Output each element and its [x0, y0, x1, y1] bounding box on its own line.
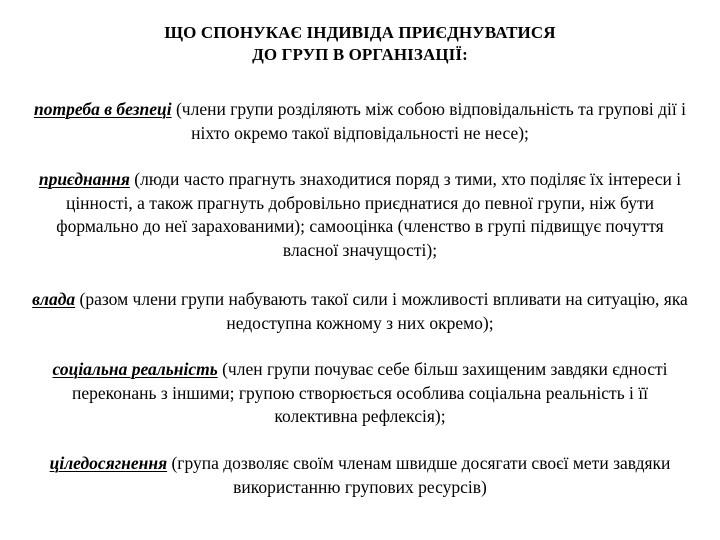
term-safety: потреба в безпеці: [33, 99, 172, 119]
reason-affiliation: [30, 168, 690, 262]
reason-social-reality: [30, 358, 690, 429]
text-safety: (члени групи розділяють між собою відповідальність та групові дії і ніхто окремо такої відповідальності не несе);: [171, 99, 687, 143]
term-power: влада: [32, 289, 76, 309]
text-social-reality: (член групи почуває себе більш захищеним завдяки єдності переконань з іншими; групою створюється особлива соціальна реальність і її колективна рефлексія);: [71, 359, 668, 426]
text-goal-achievement: (група дозволяє своїм членам швидше досягати своєї мети завдяки використанню групових ресурсів): [167, 453, 671, 497]
term-goal-achievement: цiледосягнення: [49, 453, 168, 473]
text-affiliation: (люди часто прагнуть знаходитися поряд з тими, хто поділяє їх інтереси і цінності, а також прагнуть добровільно приєднатися до певної групи, ніж бути формально до неї зарахованими); самооцінка (членство в групі підвищує почуття власної значущості);: [56, 169, 682, 260]
title-line-2: ДО ГРУП В ОРГАНІЗАЦІЇ:: [252, 45, 468, 64]
reason-power: [30, 288, 690, 335]
term-social-reality: соціальна реальність: [52, 359, 218, 379]
title-line-1: ЩО СПОНУКАЄ ІНДИВІДА ПРИЄДНУВАТИСЯ: [164, 23, 556, 42]
text-power: (разом члени групи набувають такої сили і можливості впливати на ситуацію, яка недоступна кожному з них окремо);: [75, 289, 688, 333]
term-affiliation: приєднання: [38, 169, 130, 189]
reason-safety: [30, 98, 690, 145]
reason-goal-achievement: [30, 452, 690, 499]
page-title: [60, 22, 660, 66]
